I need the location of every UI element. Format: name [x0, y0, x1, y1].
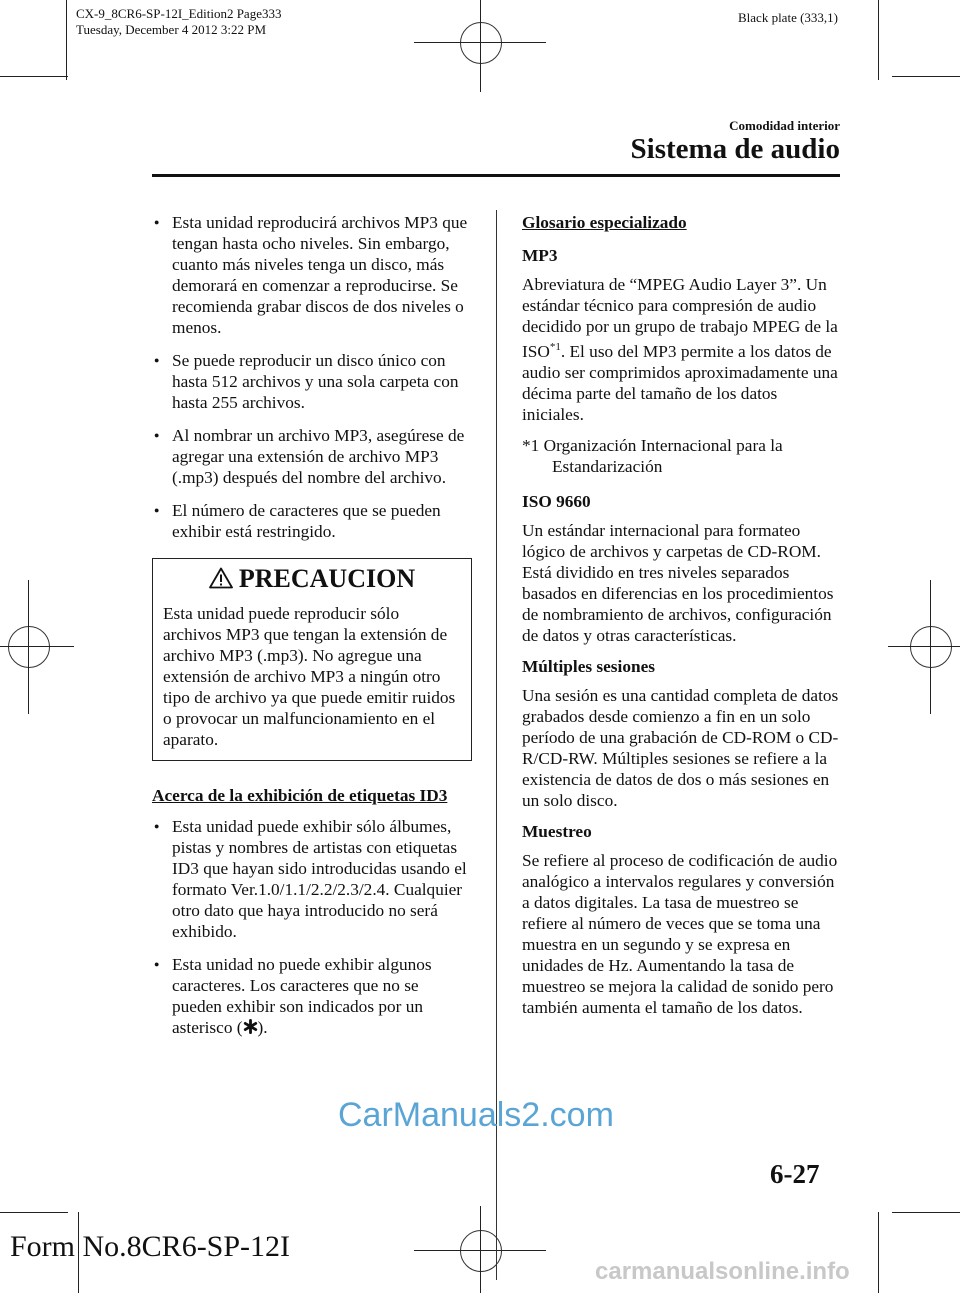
section-title: Sistema de audio: [630, 133, 840, 165]
caution-title: PRECAUCION: [238, 564, 416, 593]
id3-bullet-list: [152, 816, 472, 1038]
registration-target-left: [8, 626, 50, 668]
crop-mark-tl-v: [66, 0, 67, 80]
registration-target-right-h: [888, 646, 960, 647]
crop-mark-tr-h: [892, 76, 960, 77]
definition-mp3-part2: . El uso del MP3 permite a los datos de audio ser comprimidos aproximadamente una décima parte del tamaño de los datos iniciales.: [522, 341, 838, 424]
id3-heading: Acerca de la exhibición de etiquetas ID3: [152, 786, 448, 805]
registration-target-bottom-v: [480, 1206, 481, 1293]
left-column: [152, 212, 472, 1050]
glossary-heading: Glosario especializado: [522, 213, 687, 232]
definition-mp3-part1: Abreviatura de “MPEG Audio Layer 3”. Un estándar técnico para compresión de audio decidido por un grupo de trabajo MPEG de la ISO: [522, 275, 838, 361]
form-number: Form No.8CR6-SP-12I: [10, 1230, 291, 1263]
registration-target-left-h: [0, 646, 74, 647]
mp3-bullet-list: [152, 212, 472, 542]
print-meta-line1: CX-9_8CR6-SP-12I_Edition2 Page333: [76, 6, 282, 21]
plate-label: Black plate (333,1): [738, 10, 838, 25]
list-item: ● Se puede reproducir un disco único con hasta 512 archivos y una sola carpeta con hasta 255 archivos.: [152, 350, 472, 413]
crop-mark-tr-v: [878, 0, 879, 80]
registration-target-top-v: [480, 0, 481, 92]
term-sampling: Muestreo: [522, 821, 592, 841]
definition-multisession: Una sesión es una cantidad completa de datos grabados desde comienzo a fin en un solo período de una grabación de CD-ROM o CD-R/CD-RW. Múltiples sesiones se refiere a la existencia de datos de dos o más sesiones en un solo disco.: [522, 685, 839, 810]
section-category: Comodidad interior: [729, 118, 840, 133]
asterisk-note-text: Esta unidad no puede exhibir algunos caracteres. Los caracteres que no se pueden exhibir son indicados por un asterisco (: [172, 955, 432, 1037]
print-meta-line2: Tuesday, December 4 2012 3:22 PM: [76, 22, 267, 37]
list-item: ● El número de caracteres que se pueden exhibir está restringido.: [152, 500, 472, 542]
crop-mark-bl-h: [0, 1212, 68, 1213]
crop-mark-tl-h: [0, 76, 68, 77]
list-item: ● Esta unidad reproducirá archivos MP3 que tengan hasta ocho niveles. Sin embargo, cuanto más niveles tenga un disco, más demorará en comenzar a reproducirse. Se recomienda grabar discos de dos niveles o menos.: [152, 212, 472, 338]
right-column: [522, 212, 840, 1028]
registration-target-top: [460, 22, 502, 64]
footnote-ref: *1: [549, 341, 561, 353]
footnote: *1 Organización Internacional para la Estandarización: [522, 435, 783, 476]
definition-sampling: Se refiere al proceso de codificación de audio analógico a intervalos regulares y conversión a datos digitales. La tasa de muestreo se refiere al número de veces que se toma una muestra en un segundo y se expresa en unidades de Hz. Aumentando la tasa de muestreo se mejora la calidad de sonido pero también aumenta el tamaño de los datos.: [522, 850, 838, 1017]
asterisk-icon: [243, 1019, 258, 1034]
page-number: 6-27: [770, 1159, 820, 1189]
caution-header: [163, 564, 461, 593]
registration-target-left-v: [28, 580, 29, 714]
warning-icon: [209, 567, 233, 589]
list-item: ● Esta unidad puede exhibir sólo álbumes, pistas y nombres de artistas con etiquetas ID3 que hayan sido introducidas usando el formato Ver.1.0/1.1/2.2/2.3/2.4. Cualquier otro dato que haya introducido no será exhibido.: [152, 816, 472, 942]
crop-mark-br-v: [878, 1212, 879, 1293]
header-rule: [152, 174, 840, 177]
term-mp3: MP3: [522, 246, 558, 265]
registration-target-right-v: [930, 580, 931, 714]
registration-target-right: [910, 626, 952, 668]
watermark-main: CarManuals2.com: [338, 1096, 614, 1134]
list-item: ● Al nombrar un archivo MP3, asegúrese de agregar una extensión de archivo MP3 (.mp3) después del nombre del archivo.: [152, 425, 472, 488]
crop-mark-br-h: [892, 1212, 960, 1213]
definition-mp3: [522, 274, 840, 425]
term-multisession: Múltiples sesiones: [522, 656, 655, 676]
caution-box: [152, 558, 472, 761]
asterisk-note-close: ).: [257, 1018, 268, 1037]
term-iso9660: ISO 9660: [522, 491, 591, 511]
definition-iso9660: Un estándar internacional para formateo lógico de archivos y carpetas de CD-ROM. Está dividido en tres niveles separados basados en diferencias en los procedimientos de nombramiento de archivos, configuración de datos y otras características.: [522, 520, 834, 645]
list-item: [152, 954, 472, 1038]
caution-text: Esta unidad puede reproducir sólo archivos MP3 que tengan la extensión de archivo MP3 (.mp3). No agregue una extensión de archivo MP3 a ningún otro tipo de archivo ya que puede emitir ruidos o provocar un malfuncionamiento en el aparato.: [163, 604, 456, 749]
watermark-footer: carmanualsonline.info: [595, 1258, 850, 1285]
print-metadata: [76, 6, 281, 38]
